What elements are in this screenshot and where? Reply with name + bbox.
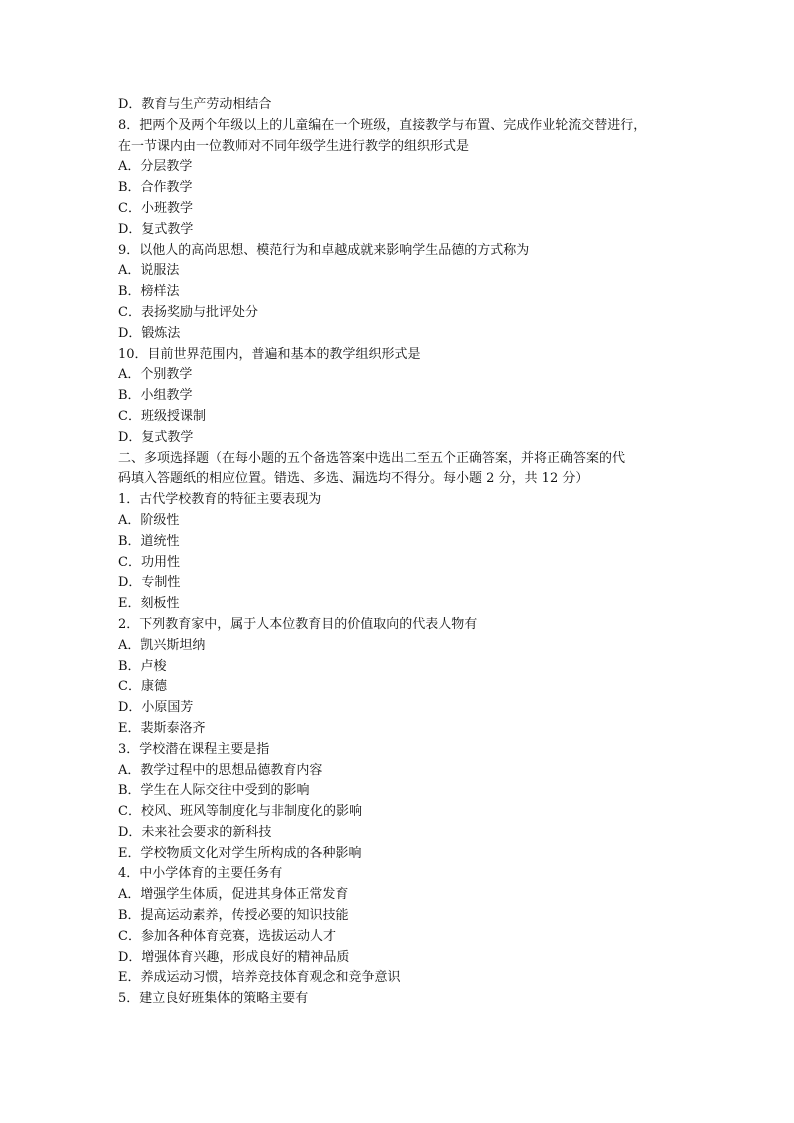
answer-option: E．刻板性 (118, 596, 180, 612)
section-heading: 二、多项选择题（在每小题的五个备选答案中选出二至五个正确答案，并将正确答案的代 (118, 450, 626, 466)
answer-option: C．小班教学 (118, 200, 193, 216)
answer-option: B．道统性 (118, 533, 180, 549)
answer-option: A．个别教学 (118, 367, 193, 383)
answer-option: E．裴斯泰洛齐 (118, 720, 206, 736)
question-stem: 8．把两个及两个年级以上的儿童编在一个班级，直接教学与布置、完成作业轮流交替进行， (118, 117, 647, 133)
answer-option: C．功用性 (118, 554, 180, 570)
question-stem: 3．学校潜在课程主要是指 (118, 741, 270, 757)
question-stem: 10．目前世界范围内，普遍和基本的教学组织形式是 (118, 346, 421, 362)
answer-option: A．凯兴斯坦纳 (118, 637, 206, 653)
answer-option: D．复式教学 (118, 429, 194, 445)
answer-option: B．小组教学 (118, 388, 193, 404)
answer-option: C．表扬奖励与批评处分 (118, 304, 258, 320)
answer-option: A．增强学生体质，促进其身体正常发育 (118, 887, 349, 903)
question-stem: 9．以他人的高尚思想、模范行为和卓越成就来影响学生品德的方式称为 (118, 242, 530, 258)
answer-option: D．复式教学 (118, 221, 194, 237)
text-line: D．教育与生产劳动相结合 (118, 97, 272, 112)
question-stem: 1．古代学校教育的特征主要表现为 (118, 492, 322, 508)
answer-option: A．阶级性 (118, 512, 180, 528)
question-stem: 在一节课内由一位教师对不同年级学生进行教学的组织形式是 (118, 138, 470, 154)
answer-option: D．锻炼法 (118, 325, 181, 341)
answer-option: D．小原国芳 (118, 700, 194, 716)
answer-option: D．专制性 (118, 575, 181, 591)
question-stem: 4．中小学体育的主要任务有 (118, 866, 283, 882)
answer-option: E．学校物质文化对学生所构成的各种影响 (118, 845, 362, 861)
answer-option: A．分层教学 (118, 159, 193, 175)
answer-option: E．养成运动习惯，培养竞技体育观念和竞争意识 (118, 970, 401, 986)
answer-option: B．合作教学 (118, 180, 193, 196)
answer-option: A．教学过程中的思想品德教育内容 (118, 762, 323, 778)
answer-option: B．榜样法 (118, 284, 180, 300)
answer-option: B．提高运动素养，传授必要的知识技能 (118, 908, 349, 924)
question-stem: 5．建立良好班集体的策略主要有 (118, 991, 309, 1007)
answer-option: C．参加各种体育竞赛，选拔运动人才 (118, 928, 336, 944)
answer-option: D．未来社会要求的新科技 (118, 824, 272, 840)
answer-option: B．学生在人际交往中受到的影响 (118, 783, 310, 799)
answer-option: D．增强体育兴趣，形成良好的精神品质 (118, 949, 350, 965)
answer-option: B．卢梭 (118, 658, 167, 674)
answer-option: C．班级授课制 (118, 408, 206, 424)
answer-option: A．说服法 (118, 263, 180, 279)
answer-option: C．校风、班风等制度化与非制度化的影响 (118, 804, 362, 820)
document-page (118, 95, 698, 1010)
question-stem: 2．下列教育家中，属于人本位教育目的价值取向的代表人物有 (118, 616, 478, 632)
section-heading: 码填入答题纸的相应位置。错选、多选、漏选均不得分。每小题 2 分，共 12 分） (118, 471, 589, 487)
answer-option: C．康德 (118, 679, 167, 695)
